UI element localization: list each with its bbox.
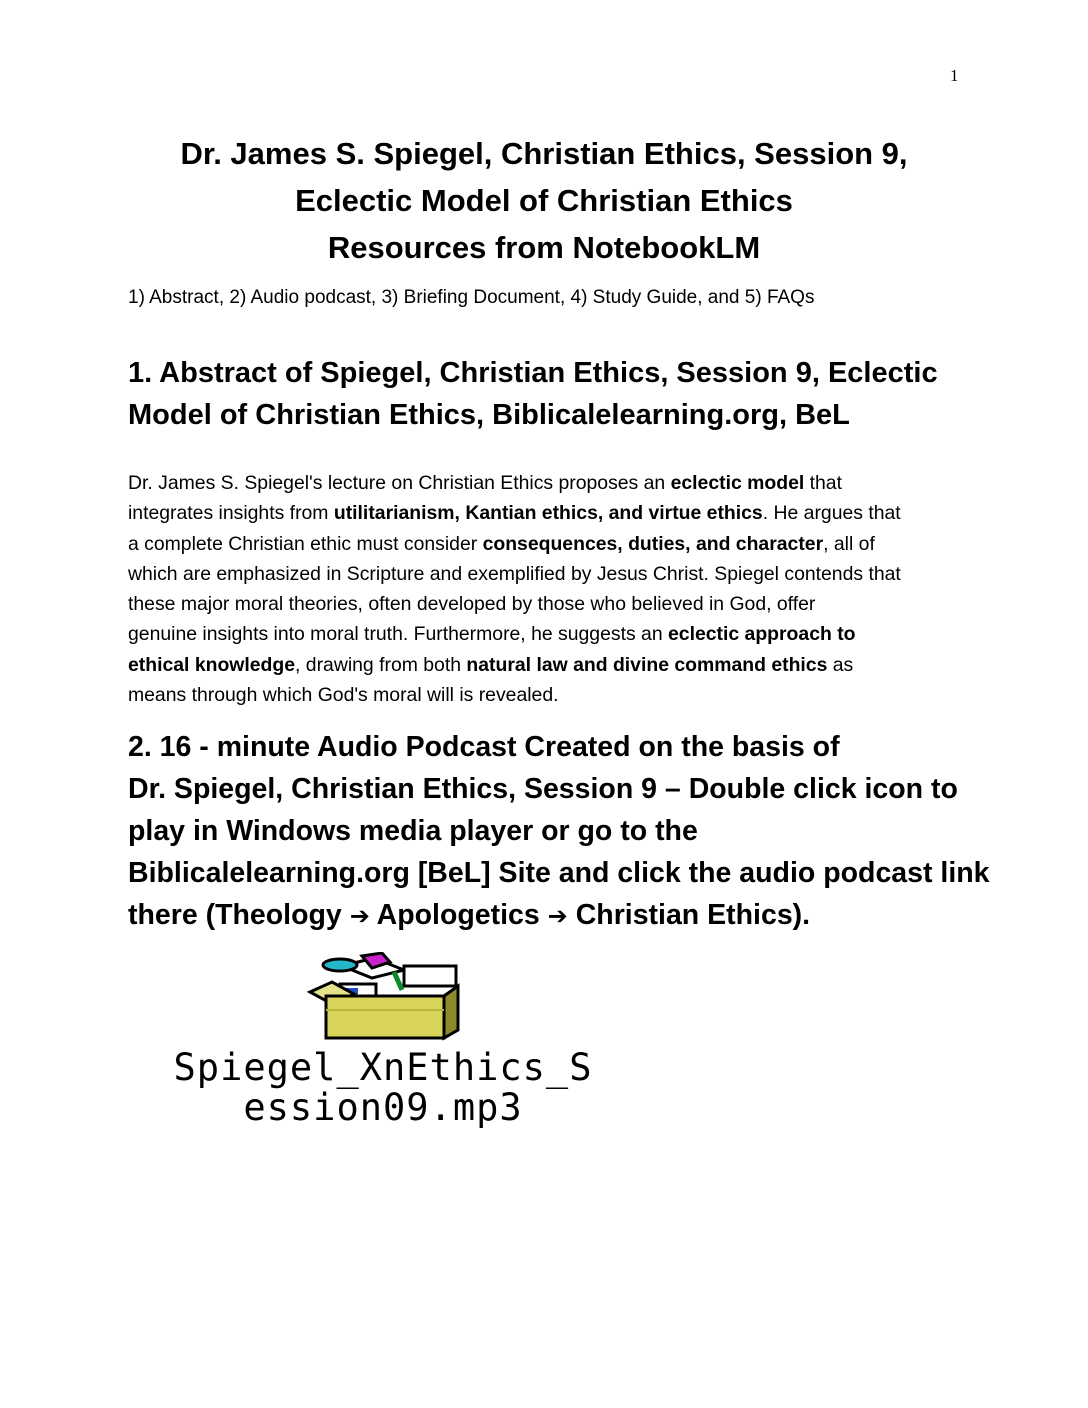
heading-text: Apologetics bbox=[369, 899, 548, 931]
abstract-text: integrates insights from bbox=[128, 502, 334, 525]
document-title bbox=[0, 130, 1088, 271]
abstract-text: that bbox=[804, 472, 842, 494]
abstract-line: these major moral theories, often developed by those who believed in God, offer bbox=[128, 593, 816, 616]
abstract-text: , all of bbox=[823, 532, 875, 555]
abstract-line bbox=[128, 498, 963, 528]
section-1-heading-line-1: 1. Abstract of Spiegel, Christian Ethics, Session 9, Eclectic bbox=[128, 357, 938, 389]
abstract-line: which are emphasized in Scripture and exemplified by Jesus Christ. Spiegel contends that bbox=[128, 562, 901, 585]
abstract-paragraph bbox=[128, 468, 963, 710]
section-1-heading-line-2: Model of Christian Ethics, Biblicalelearning.org, BeL bbox=[128, 399, 850, 431]
abstract-text: , drawing from both bbox=[295, 653, 467, 676]
abstract-text: . He argues that bbox=[762, 502, 901, 525]
abstract-bold: consequences, duties, and character bbox=[482, 532, 824, 555]
filename-line-2: ession09.mp3 bbox=[243, 1086, 523, 1129]
title-line-2: Eclectic Model of Christian Ethics bbox=[295, 183, 793, 218]
abstract-bold: natural law and divine command ethics bbox=[466, 653, 828, 676]
abstract-line bbox=[128, 619, 963, 649]
attachment-filename[interactable] bbox=[130, 1048, 636, 1128]
section-1-heading bbox=[128, 352, 968, 436]
abstract-text: Dr. James S. Spiegel's lecture on Christian Ethics proposes an bbox=[128, 472, 671, 494]
title-line-1: Dr. James S. Spiegel, Christian Ethics, Session 9, bbox=[180, 136, 908, 171]
abstract-line: means through which God's moral will is revealed. bbox=[128, 684, 559, 707]
section-2-heading bbox=[128, 726, 990, 937]
abstract-bold: eclectic model bbox=[670, 472, 805, 494]
section-2-heading-line: Dr. Spiegel, Christian Ethics, Session 9 – Double click icon to bbox=[128, 773, 958, 805]
package-icon[interactable] bbox=[306, 952, 466, 1044]
filename-line-1: Spiegel_XnEthics_S bbox=[173, 1046, 593, 1089]
abstract-line bbox=[128, 468, 963, 498]
title-line-3: Resources from NotebookLM bbox=[327, 230, 761, 265]
abstract-bold: ethical knowledge bbox=[128, 653, 296, 676]
contents-line: 1) Abstract, 2) Audio podcast, 3) Briefing Document, 4) Study Guide, and 5) FAQs bbox=[128, 287, 815, 308]
abstract-line bbox=[128, 650, 963, 680]
abstract-text: genuine insights into moral truth. Furthermore, he suggests an bbox=[128, 623, 668, 646]
abstract-bold: eclectic approach to bbox=[668, 623, 856, 646]
heading-text: Christian Ethics). bbox=[567, 899, 811, 931]
abstract-line bbox=[128, 529, 963, 559]
heading-text: there (Theology bbox=[128, 899, 350, 931]
section-2-heading-line: play in Windows media player or go to the bbox=[128, 815, 698, 847]
abstract-text: as bbox=[827, 653, 854, 676]
abstract-text: a complete Christian ethic must consider bbox=[128, 532, 483, 555]
page-number: 1 bbox=[950, 66, 959, 85]
abstract-bold: utilitarianism, Kantian ethics, and virtue ethics bbox=[333, 502, 763, 525]
arrow-right-icon: ➔ bbox=[349, 902, 370, 930]
section-2-heading-line bbox=[128, 894, 978, 937]
section-2-heading-line: Biblicalelearning.org [BeL] Site and click the audio podcast link bbox=[128, 857, 990, 889]
section-2-heading-line: 2. 16 - minute Audio Podcast Created on the basis of bbox=[128, 731, 840, 763]
arrow-right-icon: ➔ bbox=[547, 902, 568, 930]
